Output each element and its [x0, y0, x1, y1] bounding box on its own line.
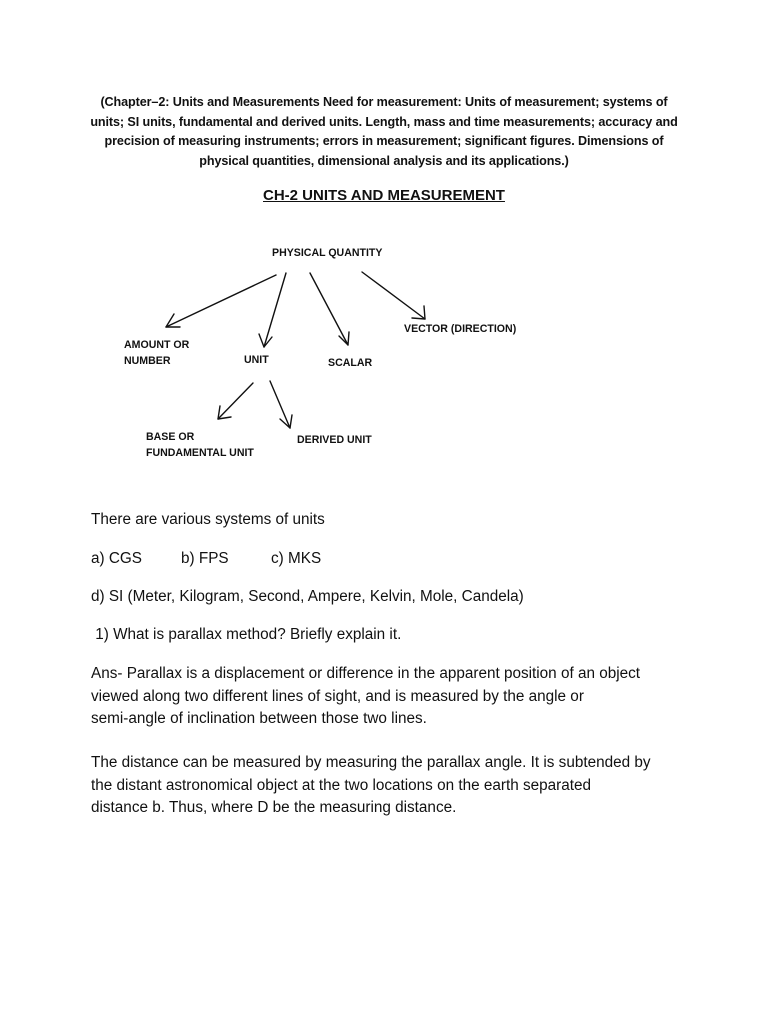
arrow-to-scalar: [310, 273, 348, 345]
node-unit: UNIT: [244, 354, 269, 366]
system-si: d) SI (Meter, Kilogram, Second, Ampere, Kelvin, Mole, Candela): [91, 588, 524, 605]
node-base-fundamental-unit: [146, 430, 254, 461]
node-amount-line1: AMOUNT OR: [124, 339, 190, 351]
distance-line: the distant astronomical object at the two locations on the earth separated: [91, 776, 592, 794]
arrow-to-base: [218, 383, 253, 419]
node-amount-or-number: [124, 338, 189, 369]
answer-line: Ans- Parallax is a displacement or difference in the apparent position of an object: [91, 665, 641, 682]
arrow-to-unit: [264, 273, 286, 347]
distance-line: The distance can be measured by measuring the parallax angle. It is subtended by: [91, 754, 651, 771]
node-base-line2: FUNDAMENTAL UNIT: [146, 446, 254, 459]
syllabus-summary: (Chapter–2: Units and Measurements Need for measurement: Units of measurement; systems of units; SI units, fundamental and derived units. Length, mass and time measurements; accuracy and precision of measuring instruments; errors in measurement; significant figures. Dimensions of physical quantities, dimensional analysis and its applications.): [90, 95, 678, 168]
arrow-to-vector: [362, 272, 425, 319]
node-physical-quantity: PHYSICAL QUANTITY: [272, 247, 383, 259]
node-derived-unit: DERIVED UNIT: [297, 434, 372, 446]
arrow-to-derived: [270, 381, 290, 428]
node-vector: VECTOR (DIRECTION): [404, 323, 517, 335]
arrowhead-amount: [166, 314, 180, 327]
arrow-to-amount: [166, 275, 276, 327]
systems-list: [91, 548, 321, 571]
node-scalar: SCALAR: [328, 357, 373, 369]
distance-line: distance b. Thus, where D be the measuring distance.: [91, 799, 457, 816]
node-amount-line2: NUMBER: [124, 354, 171, 367]
chapter-title: CH-2 UNITS AND MEASUREMENT: [263, 187, 505, 204]
systems-intro: There are various systems of units: [91, 511, 325, 528]
answer-paragraph: [91, 663, 640, 731]
system-cgs: a) CGS: [91, 550, 142, 567]
answer-line: viewed along two different lines of sight, and is measured by the angle or: [91, 687, 584, 705]
distance-paragraph: [91, 752, 651, 820]
node-base-line1: BASE OR: [146, 431, 195, 443]
system-mks: c) MKS: [271, 550, 322, 567]
diagram-arrows: [0, 230, 768, 470]
question-parallax: 1) What is parallax method? Briefly explain it.: [91, 626, 402, 643]
physical-quantity-diagram: [0, 230, 768, 470]
system-fps: b) FPS: [181, 550, 229, 567]
answer-line: semi-angle of inclination between those two lines.: [91, 710, 427, 727]
